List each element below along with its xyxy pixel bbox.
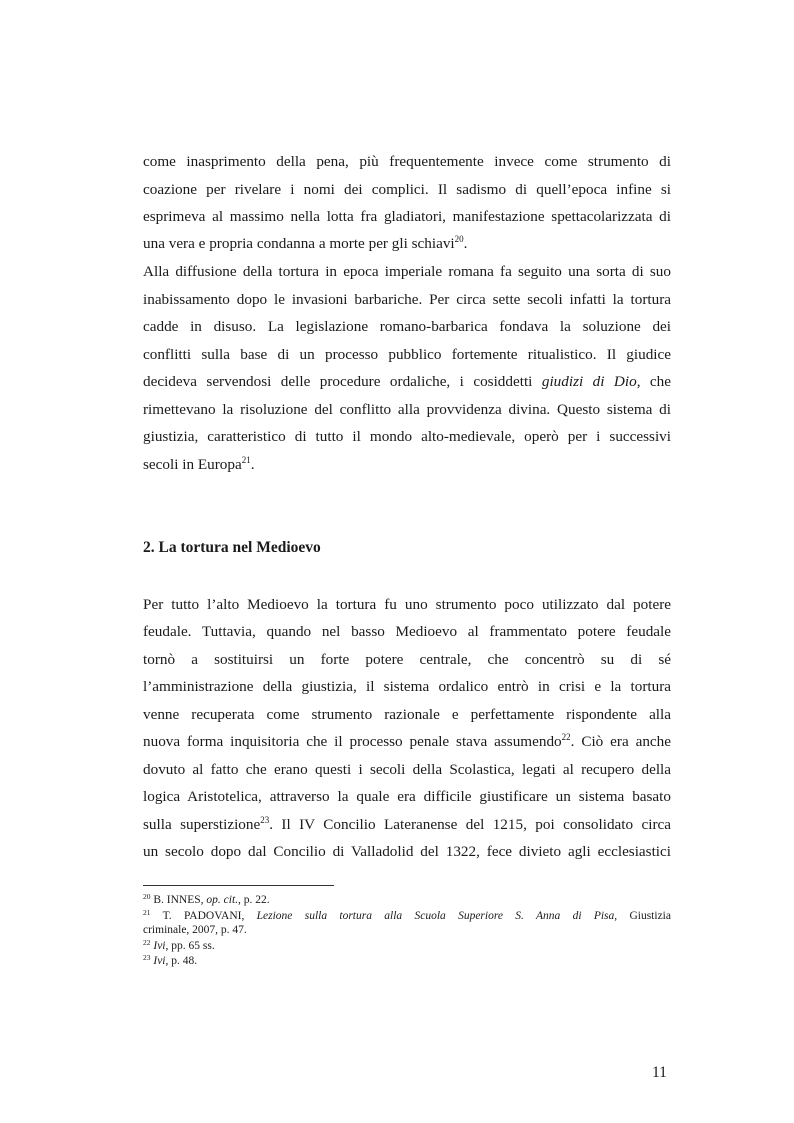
body-line: decideva servendosi delle procedure ordaliche, i cosiddetti giudizi di Dio, che <box>143 373 672 390</box>
body-line: logica Aristotelica, attraverso la quale era difficile giustificare un sistema basato <box>143 788 671 805</box>
footnote-ref[interactable]: 23 <box>260 815 270 825</box>
body-line: l’amministrazione della giustizia, il sistema ordalico entrò in crisi e la tortura <box>143 678 671 695</box>
body-line: dovuto al fatto che erano questi i secoli della Scolastica, legati al recupero della <box>143 761 671 778</box>
body-line: Per tutto l’alto Medioevo la tortura fu uno strumento poco utilizzato dal potere <box>143 596 671 613</box>
body-line: cadde in disuso. La legislazione romano-barbarica fondava la soluzione dei <box>143 318 671 335</box>
body-line: come inasprimento della pena, più frequentemente invece come strumento di <box>143 153 671 170</box>
page-number: 11 <box>652 1064 667 1081</box>
body-line: tornò a sostituirsi un forte potere centrale, che concentrò su di sé <box>143 651 671 668</box>
body-line: inabissamento dopo le invasioni barbariche. Per circa sette secoli infatti la tortura <box>143 291 671 308</box>
body-line: rimettevano la risoluzione del conflitto alla provvidenza divina. Questo sistema di <box>143 401 671 418</box>
body-line: feudale. Tuttavia, quando nel basso Medioevo al frammentato potere feudale <box>143 623 671 640</box>
footnote-21: $^{21}$ T. PADOVANI, Lezione sulla tortura alla Scuola Superiore S. Anna di Pisa, Giustizia <box>143 908 671 922</box>
body-line: nuova forma inquisitoria che il processo penale stava assumendo$^{22}$. Ciò era anche <box>143 732 671 750</box>
body-line: coazione per rivelare i nomi dei complici. Il sadismo di quell’epoca infine si <box>143 181 671 198</box>
footnote-20: $^{20}$ B. INNES, op. cit., p. 22. <box>143 892 270 906</box>
body-line: conflitti sulla base di un processo pubblico fortemente ritualistico. Il giudice <box>143 346 671 363</box>
footnote-ref[interactable]: 21 <box>241 455 251 465</box>
footnote-21-cont: criminale, 2007, p. 47. <box>143 924 247 936</box>
body-line: secoli in Europa$^{21}$. <box>143 455 255 473</box>
body-line: Alla diffusione della tortura in epoca imperiale romana fa seguito una sorta di suo <box>143 263 671 280</box>
body-line: venne recuperata come strumento razionale e perfettamente rispondente alla <box>143 706 671 723</box>
body-line: esprimeva al massimo nella lotta fra gladiatori, manifestazione spettacolarizzata di <box>143 208 671 225</box>
body-line: giustizia, caratteristico di tutto il mondo alto-medievale, operò per i successivi <box>143 428 671 445</box>
body-line: un secolo dopo dal Concilio di Valladolid del 1322, fece divieto agli ecclesiastici <box>143 843 671 860</box>
section-heading: 2. La tortura nel Medioevo <box>143 539 321 556</box>
footnote-23: $^{23}$ Ivi, p. 48. <box>143 953 198 967</box>
body-line: sulla superstizione$^{23}$. Il IV Concilio Lateranense del 1215, poi consolidato circa <box>143 815 671 833</box>
footnote-ref[interactable]: 20 <box>454 234 464 244</box>
body-line: una vera e propria condanna a morte per gli schiavi$^{20}$. <box>143 234 468 252</box>
footnote-separator <box>143 885 334 886</box>
footnote-ref[interactable]: 22 <box>561 732 571 742</box>
footnote-22: $^{22}$ Ivi, pp. 65 ss. <box>143 938 215 952</box>
